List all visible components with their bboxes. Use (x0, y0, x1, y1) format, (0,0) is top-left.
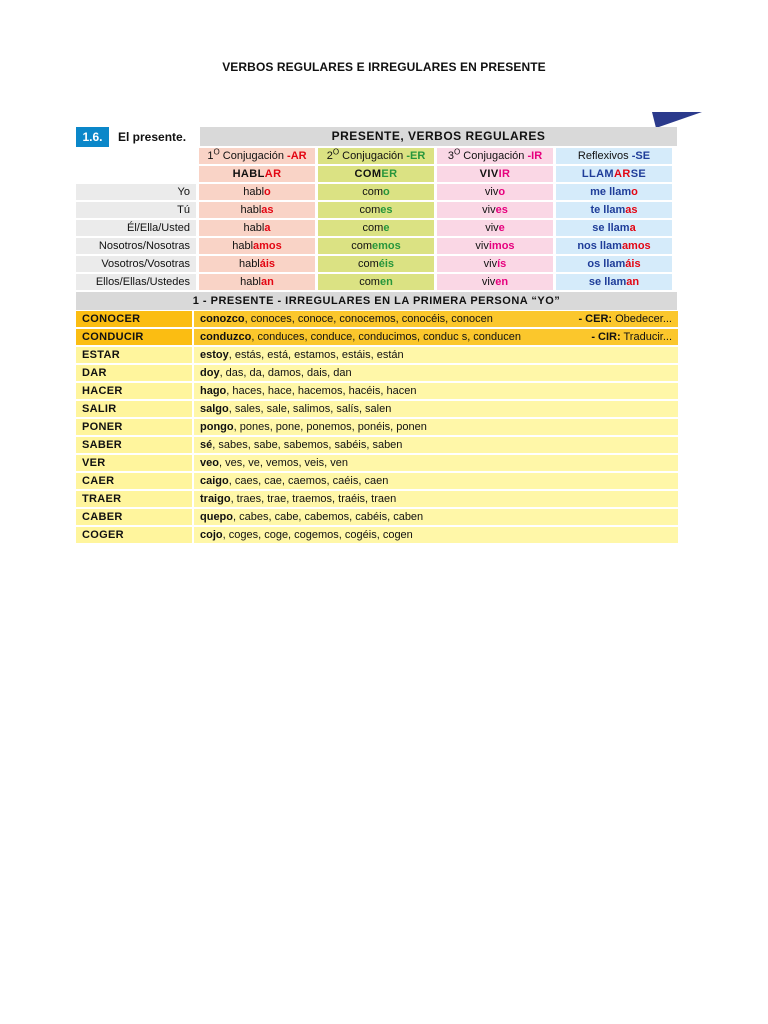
pronoun-cell: Yo (76, 184, 196, 200)
forms-cell: traigo, traes, trae, traemos, traéis, traen (194, 491, 678, 507)
forms-cell: quepo, cabes, cabe, cabemos, cabéis, caben (194, 509, 678, 525)
conj-cell-ar: hablas (199, 202, 315, 218)
forms-cell: caigo, caes, cae, caemos, caéis, caen (194, 473, 678, 489)
verb-cell: CONDUCIR (76, 329, 192, 345)
pronoun-cell: Él/Ella/Usted (76, 220, 196, 236)
corner-decoration-icon (652, 112, 702, 128)
conj-cell-ir: vivo (437, 184, 553, 200)
conjugation-label-se: Reflexivos -SE (556, 148, 672, 164)
blank-cell (76, 166, 196, 182)
pronoun-cell: Ellos/Ellas/Ustedes (76, 274, 196, 290)
conj-cell-ar: habláis (199, 256, 315, 272)
conj-cell-se: se llama (556, 220, 672, 236)
conj-cell-ir: viven (437, 274, 553, 290)
section-header (76, 127, 677, 147)
conj-cell-ar: hablo (199, 184, 315, 200)
verb-cell: VER (76, 455, 192, 471)
forms-cell: veo, ves, ve, vemos, veis, ven (194, 455, 678, 471)
verb-cell: COGER (76, 527, 192, 543)
infinitive-vivir: VIVIR (437, 166, 553, 182)
forms-cell: pongo, pones, pone, ponemos, ponéis, ponen (194, 419, 678, 435)
pronoun-cell: Nosotros/Nosotras (76, 238, 196, 254)
conj-cell-ir: vivimos (437, 238, 553, 254)
conj-cell-er: comes (318, 202, 434, 218)
forms-cell: conduzco, conduces, conduce, conducimos, conduc s, conducen - CIR: Traducir... (194, 329, 678, 345)
irregular-verbs-table (76, 311, 678, 543)
forms-cell: salgo, sales, sale, salimos, salís, salen (194, 401, 678, 417)
forms-cell: doy, das, da, damos, dais, dan (194, 365, 678, 381)
page-title: VERBOS REGULARES E IRREGULARES EN PRESENTE (222, 60, 546, 74)
conj-cell-ir: vive (437, 220, 553, 236)
infinitive-comer: COMER (318, 166, 434, 182)
forms-cell: estoy, estás, está, estamos, estáis, están (194, 347, 678, 363)
conj-cell-ar: hablan (199, 274, 315, 290)
regular-verbs-header: PRESENTE, VERBOS REGULARES (200, 127, 677, 146)
conjugation-label-er: $2^O$ Conjugación -ER (318, 148, 434, 164)
conj-cell-ir: vivís (437, 256, 553, 272)
conj-cell-ir: vives (437, 202, 553, 218)
pronoun-cell: Tú (76, 202, 196, 218)
forms-cell: sé, sabes, sabe, sabemos, sabéis, saben (194, 437, 678, 453)
conj-cell-er: como (318, 184, 434, 200)
verb-cell: CABER (76, 509, 192, 525)
conj-cell-se: me llamo (556, 184, 672, 200)
pattern-note: - CIR: Traducir... (591, 331, 672, 343)
conj-cell-se: te llamas (556, 202, 672, 218)
section-badge: 1.6. (76, 127, 109, 147)
forms-cell: cojo, coges, coge, cogemos, cogéis, cogen (194, 527, 678, 543)
conj-cell-er: comemos (318, 238, 434, 254)
regular-verbs-table (76, 148, 672, 290)
infinitive-llamarse: LLAMARSE (556, 166, 672, 182)
conj-cell-se: nos llamamos (556, 238, 672, 254)
conjugation-label-ar: $1^O$ Conjugación -AR (199, 148, 315, 164)
verb-cell: TRAER (76, 491, 192, 507)
verb-cell: PONER (76, 419, 192, 435)
conj-cell-ar: habla (199, 220, 315, 236)
conj-cell-ar: hablamos (199, 238, 315, 254)
blank-cell (76, 148, 196, 164)
verb-cell: CAER (76, 473, 192, 489)
conj-cell-se: os llamáis (556, 256, 672, 272)
conj-cell-er: coméis (318, 256, 434, 272)
pattern-note: - CER: Obedecer... (578, 313, 672, 325)
conjugation-label-ir: $3^O$ Conjugación -IR (437, 148, 553, 164)
verb-cell: SABER (76, 437, 192, 453)
conj-cell-er: comen (318, 274, 434, 290)
verb-cell: HACER (76, 383, 192, 399)
verb-cell: SALIR (76, 401, 192, 417)
section-title: El presente. (118, 130, 187, 144)
forms-cell: hago, haces, hace, hacemos, hacéis, hacen (194, 383, 678, 399)
forms-cell: conozco, conoces, conoce, conocemos, conocéis, conocen - CER: Obedecer... (194, 311, 678, 327)
irregular-verbs-header: 1 - PRESENTE - IRREGULARES EN LA PRIMERA PERSONA “YO” (76, 292, 677, 310)
infinitive-hablar: HABLAR (199, 166, 315, 182)
verb-cell: DAR (76, 365, 192, 381)
conj-cell-er: come (318, 220, 434, 236)
verb-cell: CONOCER (76, 311, 192, 327)
pronoun-cell: Vosotros/Vosotras (76, 256, 196, 272)
conj-cell-se: se llaman (556, 274, 672, 290)
verb-cell: ESTAR (76, 347, 192, 363)
